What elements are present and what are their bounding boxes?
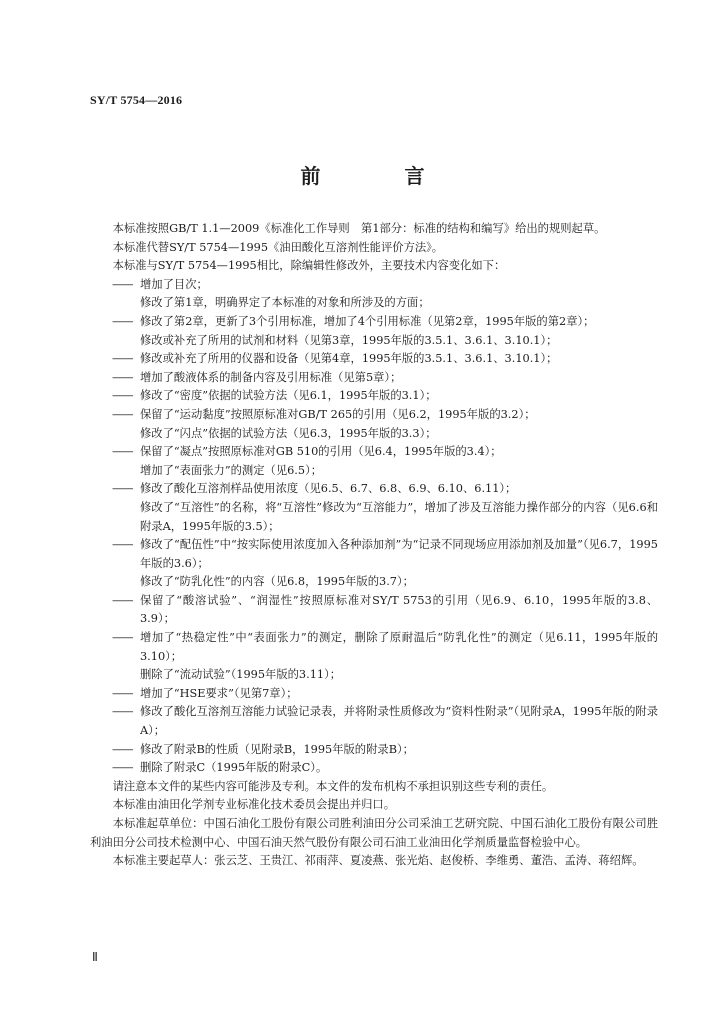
list-item [90,406,658,425]
list-item-text: 修改了附录B的性质（见附录B，1995年版的附录B）； [140,742,414,756]
list-item [90,313,658,332]
list-item-text: 修改了“密度”依据的试验方法（见6.1，1995年版的3.1）； [140,389,437,403]
dash-marker: —— [112,445,133,459]
list-item [90,387,658,406]
list-item-text: 保留了“运动黏度”按照原标准对GB/T 265的引用（见6.2，1995年版的3.2）； [140,407,536,421]
list-item [90,741,658,760]
list-item-text: 保留了“酸溶试验”、“润湿性”按照原标准对SY/T 5753的引用（见6.9、6.10，1995年版的3.8、3.9）； [140,593,658,626]
paragraph: 本标准按照GB/T 1.1—2009《标准化工作导则 第1部分：标准的结构和编写》给出的规则起草。 [112,222,606,235]
list-item-text: 修改了第1章，明确界定了本标准的对象和所涉及的方面； [140,296,430,310]
dash-marker: —— [112,705,133,719]
proposer-statement: 本标准由油田化学剂专业标准化技术委员会提出并归口。 [112,798,396,812]
foreword-body [90,220,658,871]
list-item-text: 增加了“热稳定性”中“表面张力”的测定，删除了原耐温后“防乳化性”的测定（见6.11，1995年版的3.10）； [140,631,658,663]
dash-marker: —— [112,761,133,775]
list-item-text: 修改或补充了所用的试剂和材料（见第3章，1995年版的3.5.1、3.6.1、3.10.1）； [140,333,558,347]
drafting-organizations: 本标准起草单位：中国石油化工股份有限公司胜利油田分公司采油工艺研究院、中国石油化工股份有限公司胜利油田分公司技术检测中心、中国石油天然气股份有限公司石油工业油田化学剂质量监督检验中心。 [90,817,658,849]
paragraph: 本标准与SY/T 5754—1995相比，除编辑性修改外，主要技术内容变化如下： [112,259,506,273]
list-item [90,443,658,462]
list-item [90,462,658,481]
list-item-text: 修改或补充了所用的仪器和设备（见第4章，1995年版的3.5.1、3.6.1、3.10.1）； [140,352,558,366]
list-item-text: 修改了“互溶性”的名称，将“互溶性”修改为“互溶能力”，增加了涉及互溶能力操作部分的内容（见6.6和附录A，1995年版的3.5）； [140,500,658,533]
page-number: Ⅱ [92,950,98,964]
paragraph: 本标准代替SY/T 5754—1995《油田酸化互溶剂性能评价方法》。 [112,240,444,254]
list-item [90,666,658,685]
dash-marker: —— [112,352,133,366]
list-item [90,629,658,666]
list-item-text: 删除了附录C（1995年版的附录C）。 [140,761,328,775]
list-item-text: 增加了目次； [140,277,208,291]
list-item [90,425,658,444]
list-item-text: 修改了第2章，更新了3个引用标准，增加了4个引用标准（见第2章，1995年版的第2章）； [140,314,595,328]
dash-marker: —— [112,686,133,700]
list-item-text: 修改了“闪点”依据的试验方法（见6.3，1995年版的3.3）； [140,426,437,440]
list-item [90,369,658,388]
dash-marker: —— [112,538,133,552]
list-item-text: 增加了酸液体系的制备内容及引用标准（见第5章）； [140,370,402,384]
dash-marker: —— [112,631,133,645]
list-item [90,332,658,351]
list-item-text: 修改了酸化互溶剂互溶能力试验记录表，并将附录性质修改为“资料性附录”（见附录A，1995年版的附录A）； [140,705,658,738]
standard-number-header: SY/T 5754—2016 [90,93,183,107]
dash-marker: —— [112,593,133,607]
list-item [90,685,658,704]
dash-marker: —— [112,742,133,756]
list-item [90,294,658,313]
list-item [90,703,658,740]
list-item [90,592,658,629]
changes-list [90,276,658,778]
drafters: 本标准主要起草人：张云芝、王贵江、祁雨萍、夏凌燕、张光焰、赵俊桥、李维勇、董浩、孟涛、蒋绍辉。 [112,854,644,868]
page-title: 前 言 [300,164,457,188]
dash-marker: —— [112,407,133,421]
list-item-text: 修改了“配伍性”中“按实际使用浓度加入各种添加剂”为“记录不同现场应用添加剂及加量”（见6.7，1995年版的3.6）； [140,538,658,570]
dash-marker: —— [112,314,133,328]
list-item-text: 增加了“表面张力”的测定（见6.5）； [140,463,323,477]
list-item-text: 删除了“流动试验”（1995年版的3.11）； [140,668,342,682]
list-item [90,499,658,536]
list-item-text: 修改了酸化互溶剂样品使用浓度（见6.5、6.7、6.8、6.9、6.10、6.11）； [140,482,517,496]
list-item [90,536,658,573]
list-item [90,480,658,499]
list-item [90,276,658,295]
dash-marker: —— [112,370,133,384]
list-item-text: 增加了“HSE要求”（见第7章）； [140,686,298,700]
list-item [90,759,658,778]
list-item-text: 保留了“凝点”按照原标准对GB 510的引用（见6.4，1995年版的3.4）； [140,445,502,459]
dash-marker: —— [112,277,133,291]
dash-marker: —— [112,482,133,496]
list-item-text: 修改了“防乳化性”的内容（见6.8，1995年版的3.7）； [140,575,414,589]
list-item [90,350,658,369]
patent-notice: 请注意本文件的某些内容可能涉及专利。本文件的发布机构不承担识别这些专利的责任。 [112,779,554,793]
dash-marker: —— [112,389,133,403]
list-item [90,573,658,592]
